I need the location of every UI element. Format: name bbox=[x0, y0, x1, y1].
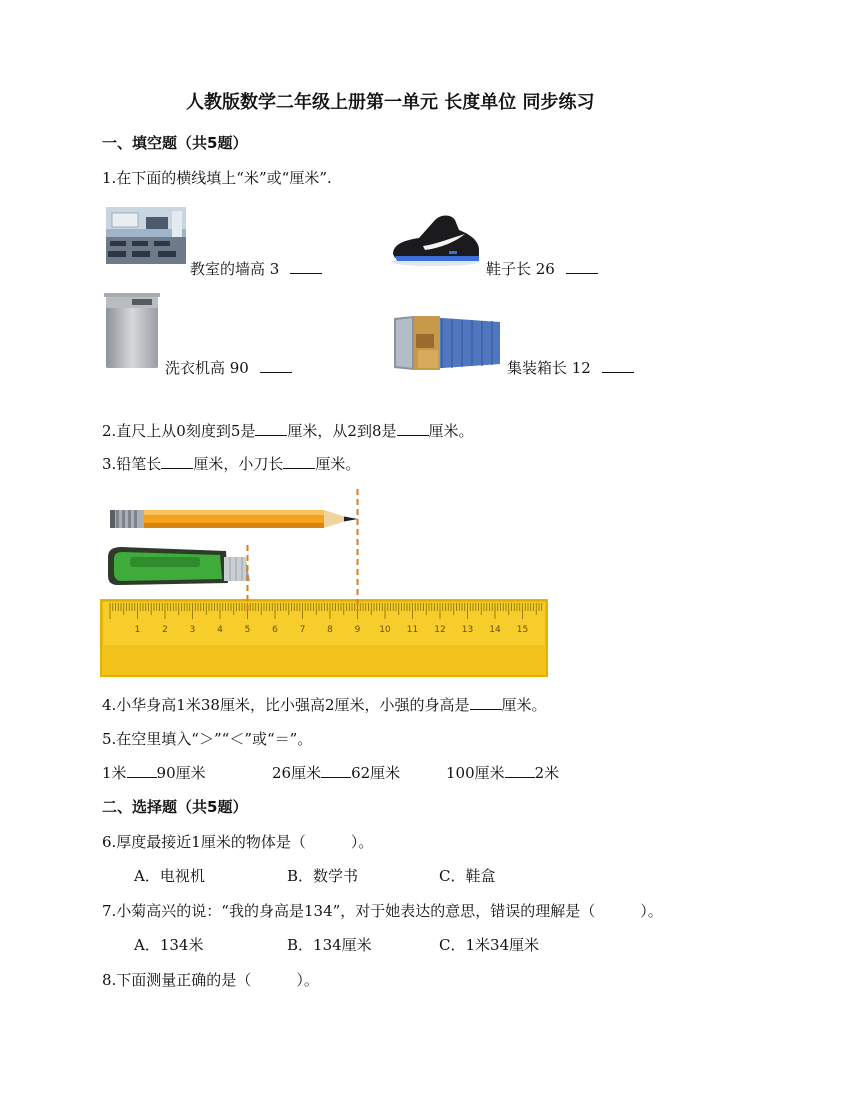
question-2-part3: 厘米。 bbox=[428, 422, 474, 440]
question-8-text: 8.下面测量正确的是（ ）。 bbox=[102, 971, 319, 989]
washing-machine-image bbox=[104, 292, 160, 370]
container-image bbox=[392, 312, 502, 372]
answer-blank[interactable] bbox=[255, 421, 287, 436]
compare-right: 62厘米 bbox=[351, 764, 401, 782]
question-3 bbox=[102, 454, 360, 474]
answer-blank[interactable] bbox=[290, 259, 322, 274]
ruler-number: 4 bbox=[217, 625, 223, 635]
section-heading-multiple-choice: 二、选择题（共5题） bbox=[102, 798, 248, 816]
question-2-part1: 2.直尺上从0刻度到5是 bbox=[102, 422, 256, 440]
ruler-illustration bbox=[100, 485, 550, 680]
utility-knife-image bbox=[108, 547, 250, 585]
item-label: 教室的墙高 3 bbox=[190, 260, 280, 278]
question-4-part2: 厘米。 bbox=[501, 696, 547, 714]
ruler-number: 6 bbox=[272, 625, 278, 635]
compare-1 bbox=[102, 763, 206, 783]
compare-3 bbox=[446, 763, 559, 783]
answer-blank[interactable] bbox=[566, 259, 598, 274]
blank-item-washing-machine bbox=[165, 358, 292, 378]
compare-2 bbox=[272, 763, 400, 783]
question-5-text: 5.在空里填入“＞”“＜”或“＝”。 bbox=[102, 730, 313, 748]
ruler-number: 10 bbox=[379, 625, 391, 635]
ruler-number: 12 bbox=[434, 625, 446, 635]
ruler-number: 5 bbox=[244, 625, 251, 635]
option-b[interactable]: B．数学书 bbox=[287, 867, 359, 885]
option-a[interactable]: A．电视机 bbox=[134, 867, 205, 885]
question-4-part1: 4.小华身高1米38厘米，比小强高2厘米，小强的身高是 bbox=[102, 696, 470, 714]
shoe-image bbox=[389, 210, 481, 268]
answer-blank[interactable] bbox=[397, 421, 429, 436]
answer-blank[interactable] bbox=[127, 763, 157, 778]
option-c[interactable]: C．鞋盒 bbox=[439, 867, 496, 885]
answer-blank[interactable] bbox=[260, 358, 292, 373]
ruler-number: 2 bbox=[162, 625, 168, 635]
question-6-text: 6.厚度最接近1厘米的物体是（ ）。 bbox=[102, 833, 374, 851]
question-7-text: 7.小菊高兴的说：“我的身高是134”，对于她表达的意思，错误的理解是（ ）。 bbox=[102, 902, 663, 920]
section-heading-fill-blank: 一、填空题（共5题） bbox=[102, 134, 248, 152]
compare-right: 2米 bbox=[534, 764, 560, 782]
question-3-part1: 3.铅笔长 bbox=[102, 455, 162, 473]
pencil-image bbox=[110, 510, 358, 528]
blank-item-shoe bbox=[486, 259, 598, 279]
classroom-image bbox=[106, 207, 186, 264]
compare-right: 90厘米 bbox=[156, 764, 206, 782]
ruler-number: 15 bbox=[516, 625, 529, 635]
page-title: 人教版数学二年级上册第一单元 长度单位 同步练习 bbox=[186, 92, 595, 113]
question-3-part2: 厘米，小刀长 bbox=[193, 455, 284, 473]
question-4 bbox=[102, 695, 547, 715]
option-b[interactable]: B．134厘米 bbox=[287, 936, 372, 954]
answer-blank[interactable] bbox=[602, 358, 634, 373]
question-3-part3: 厘米。 bbox=[315, 455, 361, 473]
ruler-number: 13 bbox=[461, 625, 474, 635]
ruler-number: 1 bbox=[134, 625, 141, 635]
question-2-part2: 厘米，从2到8是 bbox=[287, 422, 397, 440]
compare-left: 26厘米 bbox=[272, 764, 322, 782]
question-2 bbox=[102, 421, 474, 441]
answer-blank[interactable] bbox=[161, 454, 193, 469]
ruler-number: 11 bbox=[406, 625, 419, 635]
question-1-text: 1.在下面的横线填上“米”或“厘米”. bbox=[102, 169, 332, 187]
option-c[interactable]: C．1米34厘米 bbox=[439, 936, 540, 954]
blank-item-container bbox=[507, 358, 634, 378]
ruler-number: 7 bbox=[299, 625, 306, 635]
blank-item-classroom bbox=[190, 259, 322, 279]
answer-blank[interactable] bbox=[283, 454, 315, 469]
item-label: 鞋子长 26 bbox=[486, 260, 555, 278]
ruler-number: 8 bbox=[327, 625, 333, 635]
ruler-number: 14 bbox=[489, 625, 501, 635]
answer-blank[interactable] bbox=[505, 763, 535, 778]
ruler-number: 9 bbox=[354, 625, 361, 635]
answer-blank[interactable] bbox=[321, 763, 351, 778]
ruler-number: 3 bbox=[189, 625, 196, 635]
answer-blank[interactable] bbox=[470, 695, 502, 710]
item-label: 洗衣机高 90 bbox=[165, 359, 249, 377]
compare-left: 1米 bbox=[102, 764, 127, 782]
option-a[interactable]: A．134米 bbox=[134, 936, 204, 954]
compare-left: 100厘米 bbox=[446, 764, 505, 782]
item-label: 集装箱长 12 bbox=[507, 359, 591, 377]
